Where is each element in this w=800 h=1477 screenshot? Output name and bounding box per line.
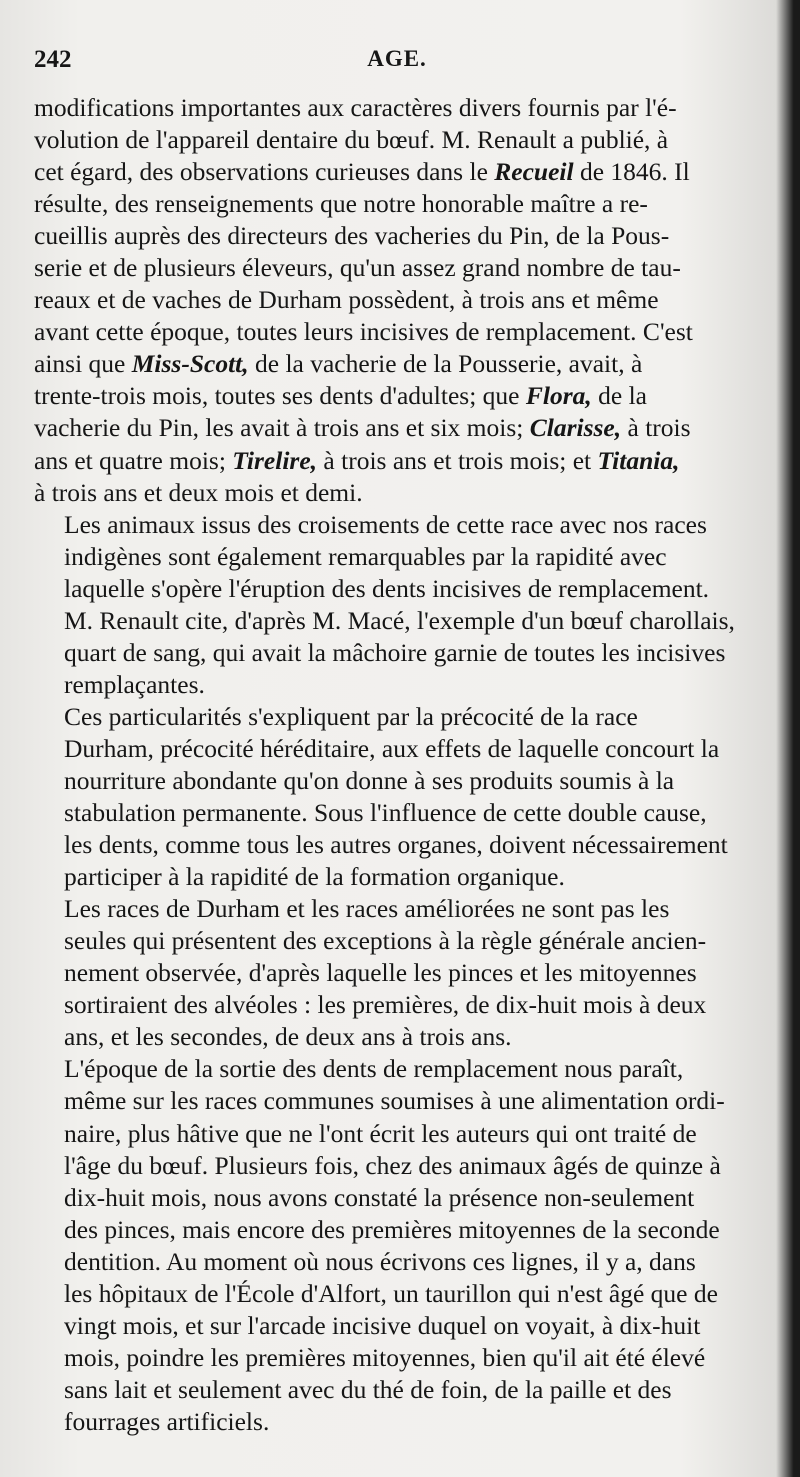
text-line (34, 1118, 756, 1150)
text-line (34, 893, 756, 925)
text-line (34, 1406, 756, 1438)
text-run: seules qui présentent des exceptions à la règle générale ancien- (64, 926, 707, 956)
text-line (34, 797, 756, 829)
text-run: vingt mois, et sur l'arcade incisive duquel on voyait, à dix-huit (64, 1310, 701, 1340)
text-run: indigènes sont également remarquables par la rapidité avec (64, 541, 667, 571)
text-line (34, 637, 756, 669)
text-run: les hôpitaux de l'École d'Alfort, un taurillon qui n'est âgé que de (64, 1278, 718, 1308)
italic-name: Recueil (494, 157, 574, 187)
text-line (34, 1278, 756, 1310)
text-line (34, 733, 756, 765)
text-run: à trois ans et deux mois et demi. (34, 477, 363, 507)
text-run: dix-huit mois, nous avons constaté la présence non-seulement (64, 1182, 695, 1212)
text-line (34, 1374, 756, 1406)
text-line (34, 348, 756, 380)
text-line (34, 1053, 756, 1085)
text-run: à trois ans et trois mois; et (317, 445, 598, 475)
text-line (34, 445, 756, 477)
text-run: laquelle s'opère l'éruption des dents incisives de remplacement. (64, 573, 710, 603)
text-run: Ces particularités s'expliquent par la précocité de la race (64, 701, 638, 731)
text-line (34, 1150, 756, 1182)
text-run: Les animaux issus des croisements de cette race avec nos races (64, 509, 707, 539)
text-run: participer à la rapidité de la formation organique. (64, 862, 565, 892)
text-run: ainsi que (34, 349, 132, 379)
italic-name: Clarisse, (529, 413, 622, 443)
text-line (34, 380, 756, 412)
italic-name: Titania, (597, 445, 680, 475)
text-line (34, 509, 756, 541)
text-run: cet égard, des observations curieuses dans le (34, 157, 495, 187)
text-run: Les races de Durham et les races améliorées ne sont pas les (64, 894, 670, 924)
text-line (34, 573, 756, 605)
text-line (34, 957, 756, 989)
text-line (34, 284, 756, 316)
text-run: quart de sang, qui avait la mâchoire garnie de toutes les incisives (64, 637, 726, 667)
text-line (34, 316, 756, 348)
paragraph (34, 509, 756, 701)
text-run: même sur les races communes soumises à une alimentation ordi- (64, 1086, 725, 1116)
text-line (34, 156, 756, 188)
text-run: volution de l'appareil dentaire du bœuf. M. Renault a publié, à (34, 125, 669, 155)
text-line (34, 925, 756, 957)
text-line (34, 124, 756, 156)
text-run: naire, plus hâtive que ne l'ont écrit les auteurs qui ont traité de (64, 1118, 697, 1148)
text-run: avant cette époque, toutes leurs incisives de remplacement. C'est (34, 317, 693, 347)
text-line (34, 541, 756, 573)
text-run: M. Renault cite, d'après M. Macé, l'exemple d'un bœuf charollais, (64, 605, 735, 635)
text-line (34, 1085, 756, 1117)
text-run: serie et de plusieurs éleveurs, qu'un assez grand nombre de tau- (34, 253, 681, 283)
text-run: mois, poindre les premières mitoyennes, bien qu'il ait été élevé (64, 1342, 706, 1372)
text-line (34, 252, 756, 284)
text-run: fourrages artificiels. (64, 1406, 270, 1436)
text-run: L'époque de la sortie des dents de remplacement nous paraît, (64, 1054, 684, 1084)
text-line (34, 829, 756, 861)
text-line (34, 701, 756, 733)
text-run: sortiraient des alvéoles : les premières, de dix-huit mois à deux (64, 990, 707, 1020)
italic-name: Tirelire, (232, 445, 318, 475)
text-run: reaux et de vaches de Durham possèdent, à trois ans et même (34, 285, 659, 315)
paragraph (34, 893, 756, 1053)
text-line (34, 220, 756, 252)
text-run: à trois (621, 413, 691, 443)
text-run: résulte, des renseignements que notre honorable maître a re- (34, 189, 648, 219)
text-run: nourriture abondante qu'on donne à ses produits soumis à la (64, 765, 675, 795)
text-run: modifications importantes aux caractères divers fournis par l'é- (34, 93, 677, 122)
paragraph (34, 701, 756, 893)
text-line (34, 188, 756, 220)
text-line (34, 1310, 756, 1342)
text-run: stabulation permanente. Sous l'influence de cette double cause, (64, 798, 707, 828)
text-run: remplaçantes. (64, 669, 205, 699)
running-title: AGE. (367, 46, 427, 71)
text-run: trente-trois mois, toutes ses dents d'adultes; que (34, 381, 526, 411)
text-run: Durham, précocité héréditaire, aux effets de laquelle concourt la (64, 733, 720, 763)
text-line (34, 1342, 756, 1374)
page-number: 242 (34, 46, 72, 73)
text-run: nement observée, d'après laquelle les pinces et les mitoyennes (64, 958, 697, 988)
text-run: ans, et les secondes, de deux ans à trois ans. (64, 1022, 512, 1052)
text-line (34, 412, 756, 444)
text-line (34, 92, 756, 124)
paragraph (34, 92, 756, 509)
italic-name: Flora, (525, 381, 592, 411)
text-run: cueillis auprès des directeurs des vacheries du Pin, de la Pous- (34, 221, 670, 251)
page-header (34, 46, 760, 86)
text-run: vacherie du Pin, les avait à trois ans et six mois; (34, 413, 530, 443)
text-line (34, 989, 756, 1021)
text-line (34, 861, 756, 893)
text-line (34, 1246, 756, 1278)
text-run: de la vacherie de la Pousserie, avait, à (248, 349, 643, 379)
text-line (34, 1214, 756, 1246)
text-run: dentition. Au moment où nous écrivons ces lignes, il y a, dans (64, 1246, 696, 1276)
text-line (34, 1182, 756, 1214)
text-run: des pinces, mais encore des premières mitoyennes de la seconde (64, 1214, 720, 1244)
text-line (34, 477, 756, 509)
text-line (34, 765, 756, 797)
text-line (34, 1021, 756, 1053)
paragraph (34, 1053, 756, 1438)
text-run: l'âge du bœuf. Plusieurs fois, chez des animaux âgés de quinze à (64, 1150, 721, 1180)
text-line (34, 605, 756, 637)
text-run: sans lait et seulement avec du thé de foin, de la paille et des (64, 1374, 672, 1404)
italic-name: Miss-Scott, (131, 349, 249, 379)
text-run: ans et quatre mois; (34, 445, 233, 475)
text-run: de 1846. Il (573, 157, 690, 187)
text-line (34, 669, 756, 701)
text-run: de la (591, 381, 647, 411)
text-run: les dents, comme tous les autres organes, doivent nécessairement (64, 830, 728, 860)
body-text (34, 92, 756, 1438)
